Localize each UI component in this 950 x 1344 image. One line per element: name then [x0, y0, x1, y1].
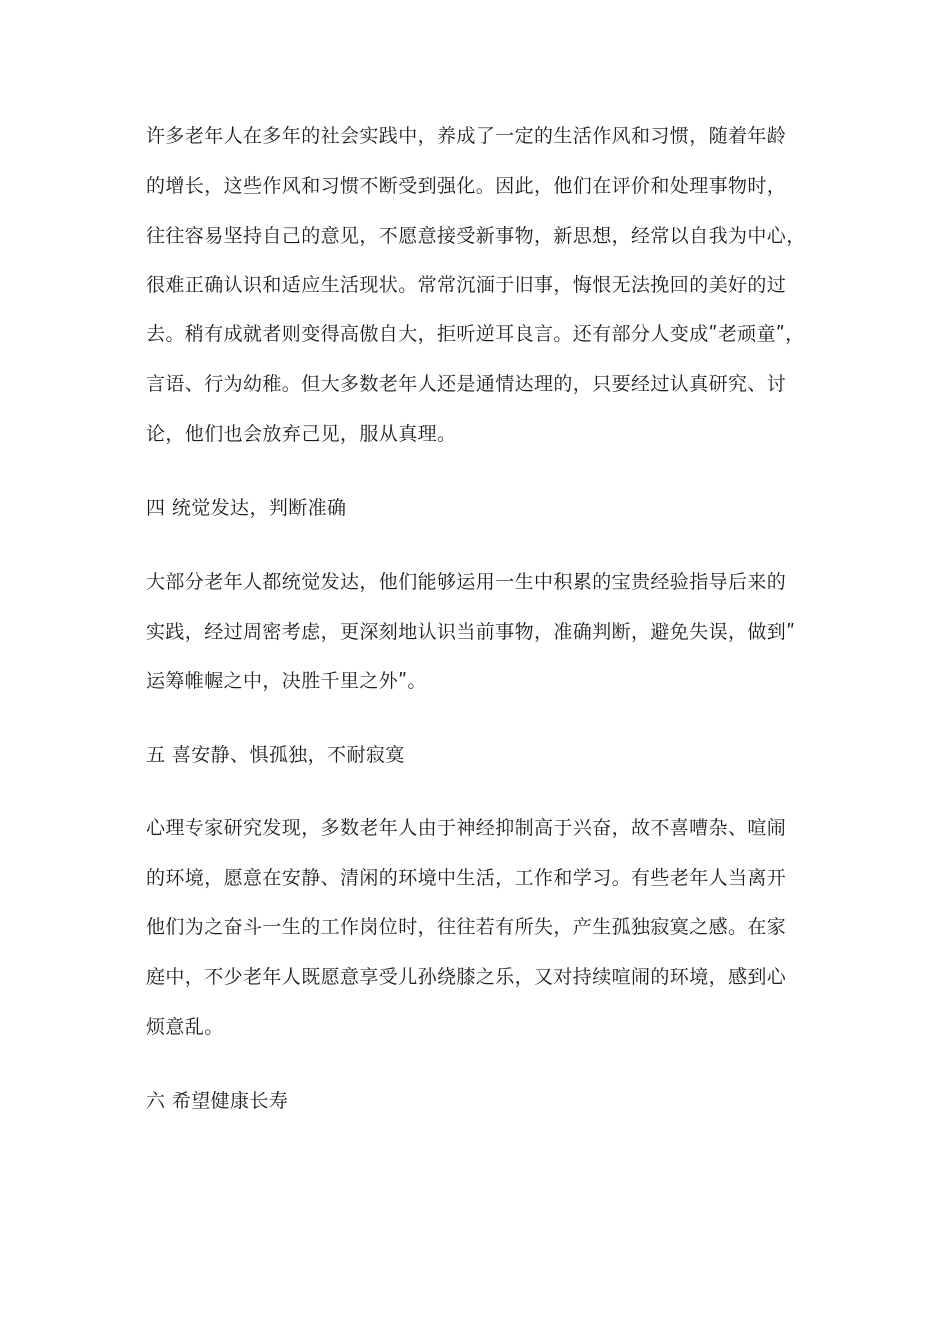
paragraph-3-line-3: 他们为之奋斗一生的工作岗位时，往往若有所失，产生孤独寂寞之感。在家	[146, 916, 787, 938]
paragraph-3-line-4: 庭中，不少老年人既愿意享受儿孙绕膝之乐，又对持续喧闹的环境，感到心	[146, 966, 787, 988]
paragraph-1-line-2: 的增长，这些作风和习惯不断受到强化。因此，他们在评价和处理事物时，	[146, 175, 787, 197]
section-heading-4: 四 统觉发达，判断准确	[146, 497, 347, 519]
paragraph-1-line-4: 很难正确认识和适应生活现状。常常沉湎于旧事，悔恨无法挽回的美好的过	[146, 274, 787, 296]
paragraph-2-line-3: 运筹帷幄之中，决胜千里之外ʺ。	[146, 670, 427, 692]
paragraph-1-line-3: 往往容易坚持自己的意见，不愿意接受新事物，新思想，经常以自我为中心，	[146, 225, 806, 247]
paragraph-1-line-6: 言语、行为幼稚。但大多数老年人还是通情达理的，只要经过认真研究、讨	[146, 373, 787, 395]
paragraph-1-line-7: 论，他们也会放弃己见，服从真理。	[146, 423, 457, 445]
section-heading-5: 五 喜安静、惧孤独，不耐寂寞	[146, 744, 405, 766]
section-heading-6: 六 希望健康长寿	[146, 1090, 289, 1112]
paragraph-2-line-1: 大部分老年人都统觉发达，他们能够运用一生中积累的宝贵经验指导后来的	[146, 571, 787, 593]
paragraph-1-line-5: 去。稍有成就者则变得高傲自大，拒听逆耳良言。还有部分人变成ʺ老顽童ʺ，	[146, 323, 805, 345]
paragraph-2-line-2: 实践，经过周密考虑，更深刻地认识当前事物，准确判断，避免失误，做到ʺ	[146, 621, 796, 643]
paragraph-3-line-2: 的环境，愿意在安静、清闲的环境中生活，工作和学习。有些老年人当离开	[146, 867, 787, 889]
paragraph-3-line-1: 心理专家研究发现，多数老年人由于神经抑制高于兴奋，故不喜嘈杂、喧闹	[146, 817, 787, 839]
paragraph-1-line-1: 许多老年人在多年的社会实践中，养成了一定的生活作风和习惯，随着年龄	[146, 125, 787, 147]
paragraph-3-line-5: 烦意乱。	[146, 1016, 224, 1038]
